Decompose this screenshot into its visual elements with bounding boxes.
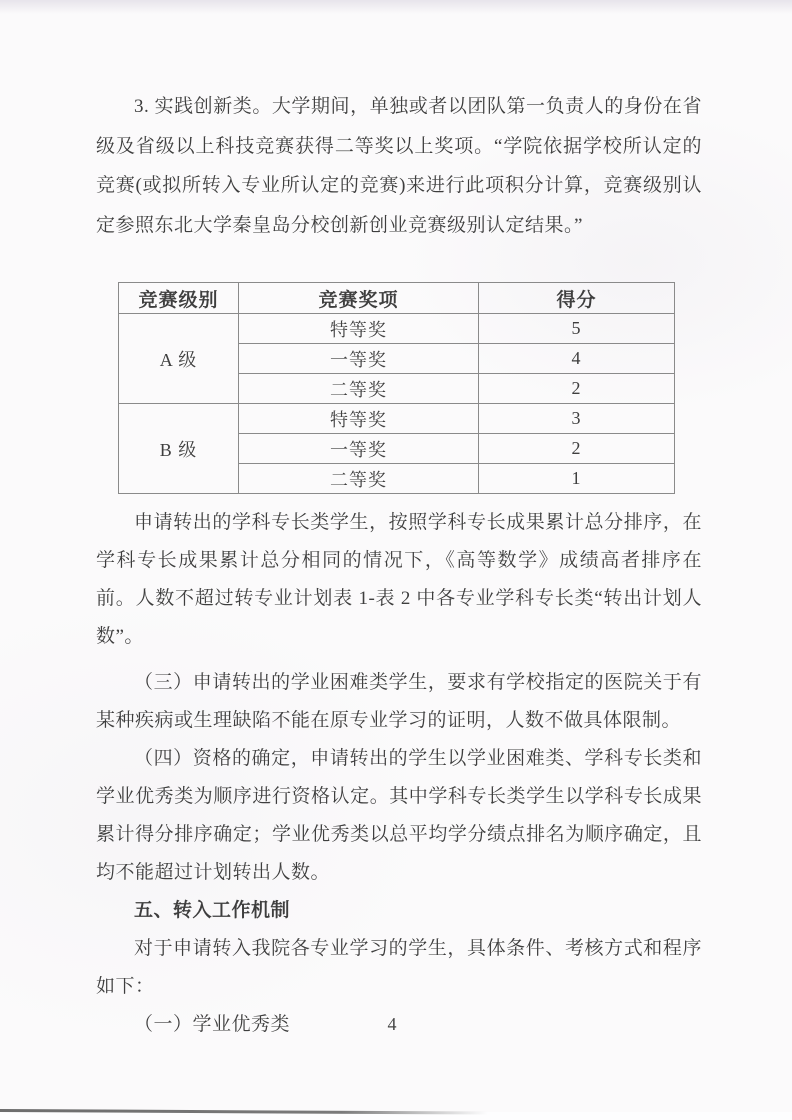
- award-cell: 二等奖: [239, 374, 479, 404]
- award-cell: 一等奖: [239, 434, 479, 464]
- paragraph-practice-innovation: 3. 实践创新类。大学期间，单独或者以团队第一负责人的身份在省级及省级以上科技竞赛获得二等奖以上奖项。“学院依据学校所认定的竞赛(或拟所转入专业所认定的竞赛)来进行此项积分计算，竞赛级别认定参照东北大学秦皇岛分校创新创业竞赛级别认定结果。”: [96, 96, 702, 236]
- header-competition-level: 竞赛级别: [119, 283, 239, 314]
- paragraph-subject-talent-ranking: 申请转出的学科专长类学生，按照学科专长成果累计总分排序，在学科专长成果累计总分相同的情况下，《高等数学》成绩高者排序在前。人数不超过转专业计划表 1-表 2 中各专业学科专长类“转出计划人数”。: [96, 512, 702, 647]
- award-cell: 二等奖: [239, 464, 479, 494]
- score-cell: 1: [479, 464, 675, 494]
- award-cell: 特等奖: [239, 314, 479, 344]
- paragraph-transfer-in-intro: 对于申请转入我院各专业学习的学生，具体条件、考核方式和程序如下：: [96, 938, 702, 997]
- paragraph-item-four-qualification: （四）资格的确定，申请转出的学生以学业困难类、学科专长类和学业优秀类为顺序进行资格认定。其中学科专长类学生以学科专长成果累计得分排序确定；学业优秀类以总平均学分绩点排名为顺序确定，且均不能超过计划转出人数。: [96, 748, 702, 883]
- table-header-row: [119, 283, 675, 314]
- page-number: 4: [387, 1014, 397, 1034]
- table-row: [119, 404, 675, 434]
- level-cell-b: B 级: [119, 404, 239, 494]
- score-cell: 2: [479, 374, 675, 404]
- score-cell: 5: [479, 314, 675, 344]
- score-cell: 2: [479, 434, 675, 464]
- table-row: [119, 314, 675, 344]
- level-cell-a: A 级: [119, 314, 239, 404]
- paragraph-item-one-academic-excellence: （一）学业优秀类: [134, 1014, 291, 1035]
- header-score: 得分: [479, 283, 675, 314]
- score-cell: 4: [479, 344, 675, 374]
- header-competition-award: 竞赛奖项: [239, 283, 479, 314]
- award-cell: 特等奖: [239, 404, 479, 434]
- paragraph-item-three-academic-difficulty: （三）申请转出的学业困难类学生，要求有学校指定的医院关于有某种疾病或生理缺陷不能在原专业学习的证明，人数不做具体限制。: [96, 672, 702, 731]
- score-cell: 3: [479, 404, 675, 434]
- document-content: [96, 0, 702, 1044]
- competition-score-table: [118, 282, 675, 494]
- award-cell: 一等奖: [239, 344, 479, 374]
- section-heading-transfer-in-mechanism: 五、转入工作机制: [134, 900, 291, 921]
